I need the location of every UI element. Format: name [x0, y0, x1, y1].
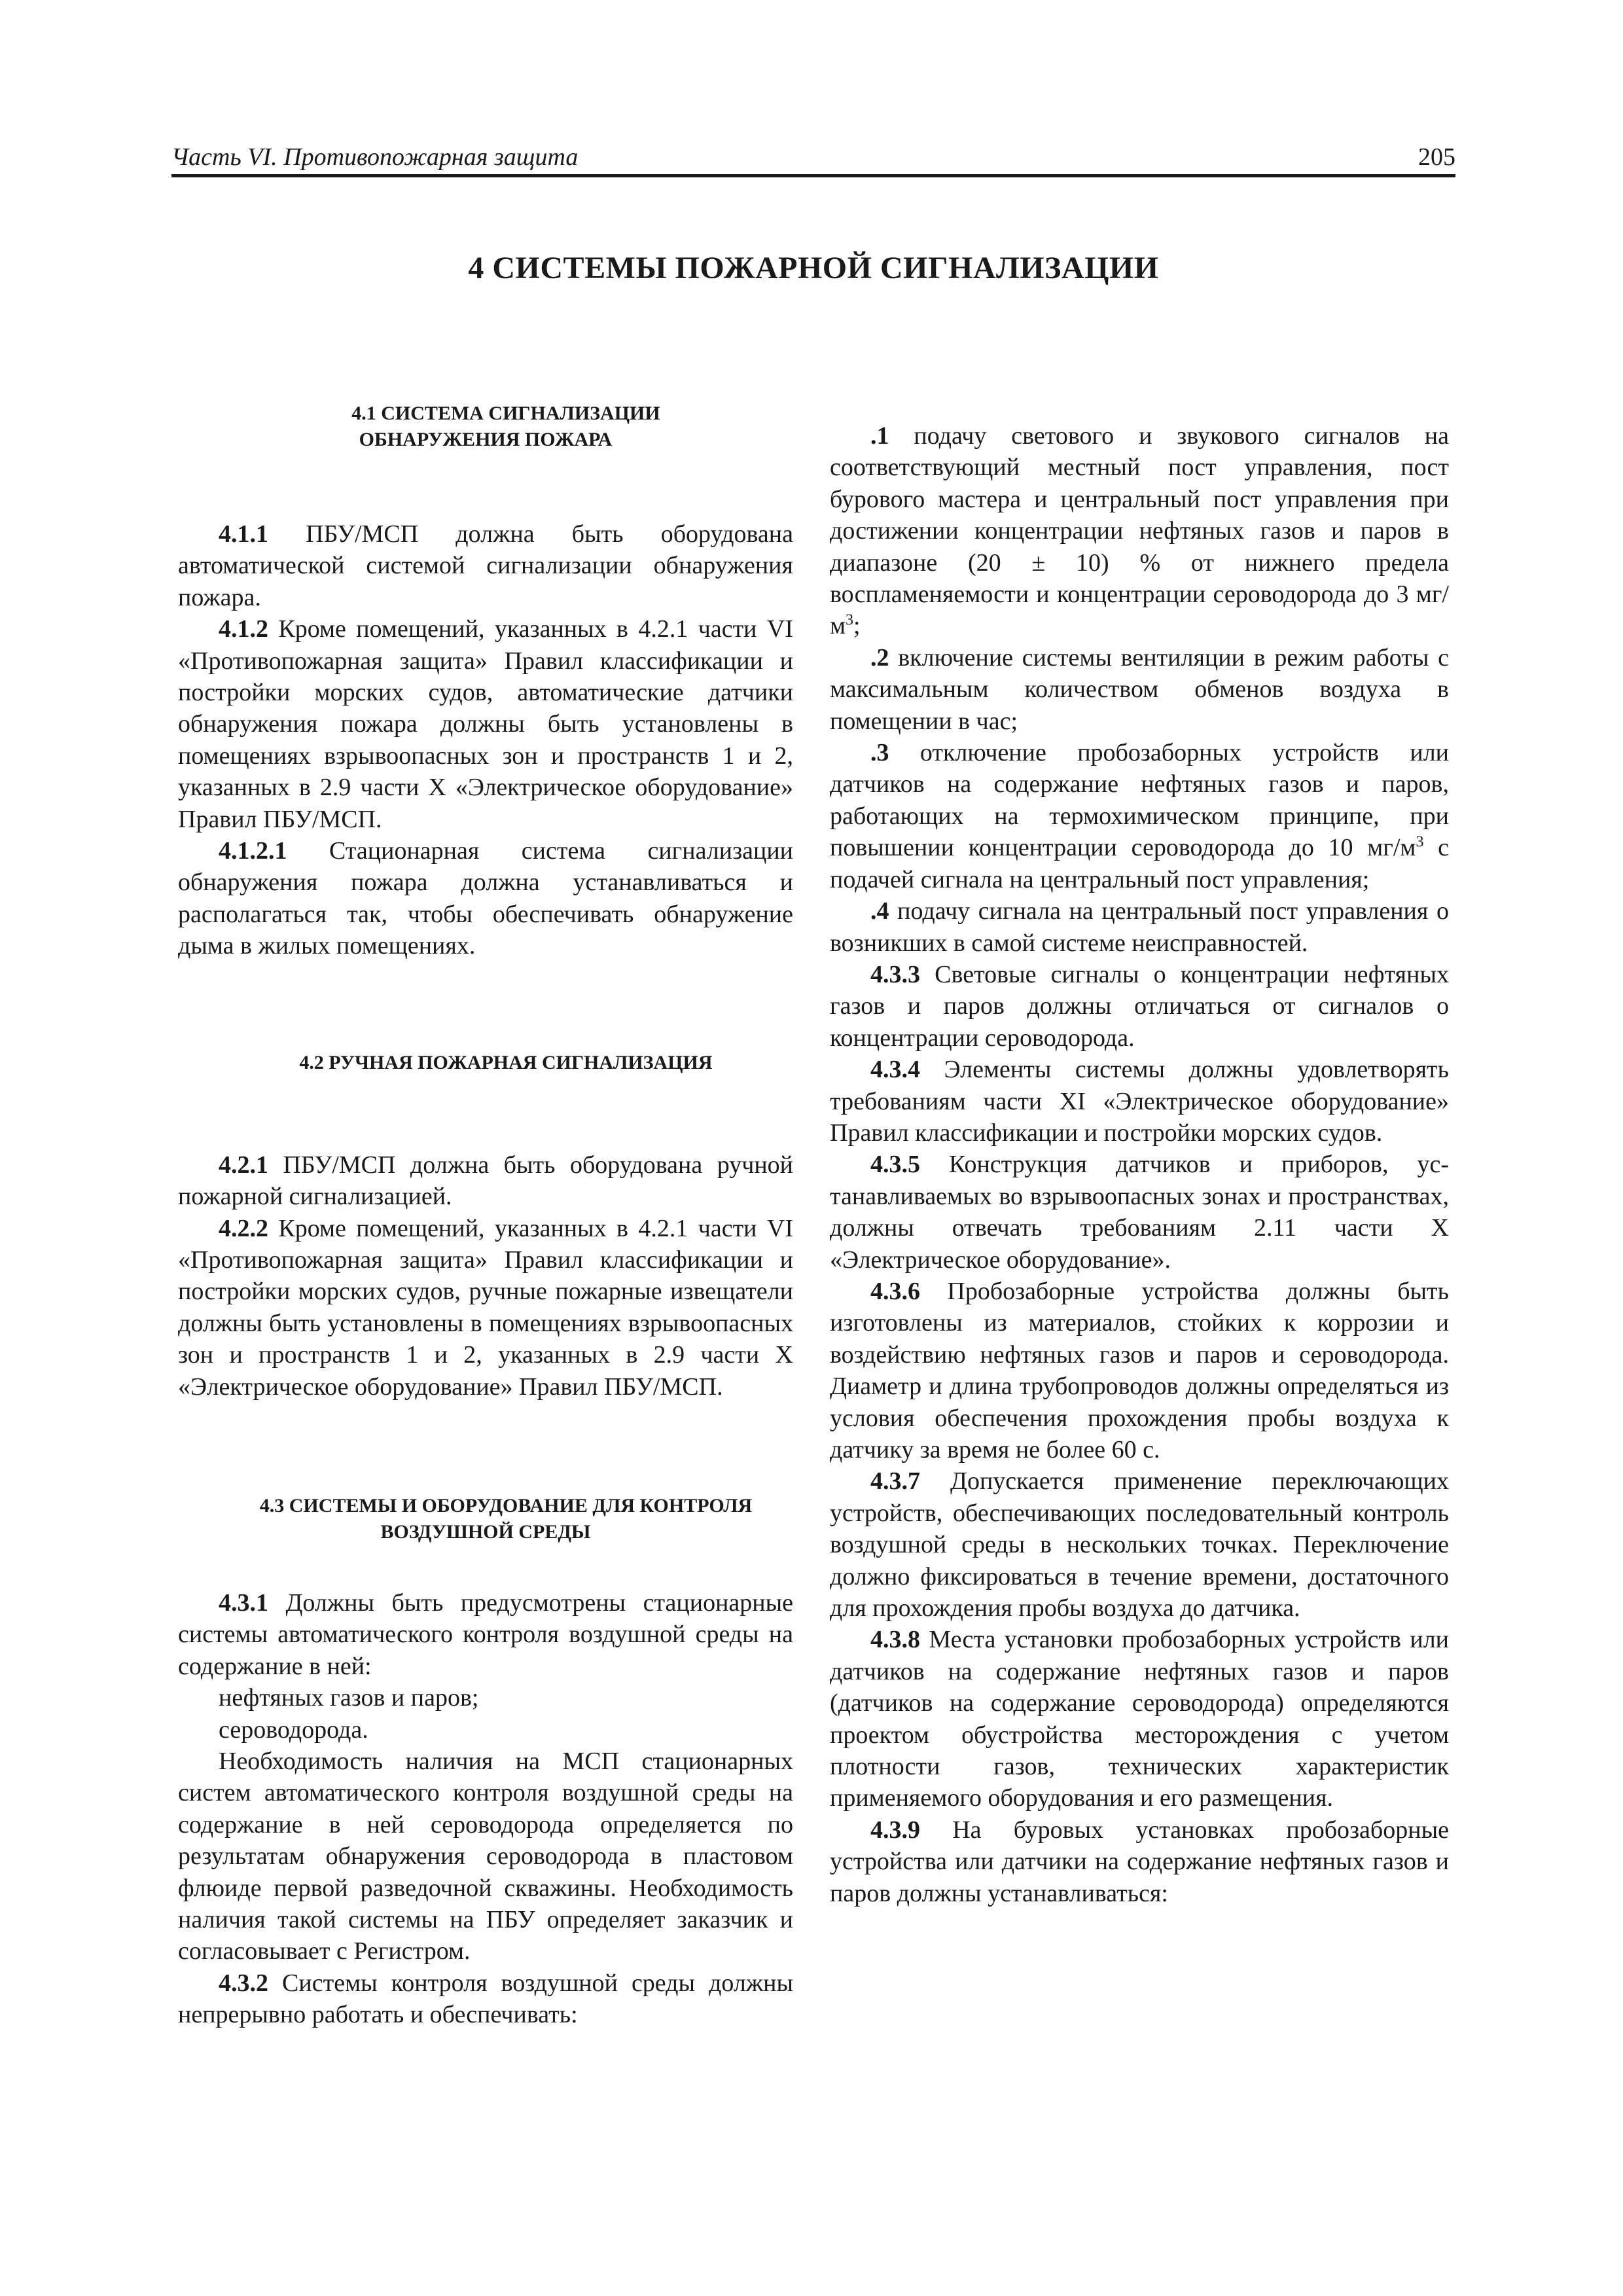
clause-text: Элементы системы должны удовлетворять требованиям части XI «Электрическое оборудование» Правил классификации и постройки морских судов.: [830, 1056, 1449, 1147]
clause-number: 4.3.7: [870, 1467, 920, 1496]
spacer: [178, 1076, 793, 1149]
clause-text: ПБУ/МСП должна быть оборудована автоматической системой сигнализации обнаружения пожара.: [178, 520, 793, 611]
paragraph-4-1-2: [178, 613, 793, 835]
subitem-text: включение системы вентиляции в режим работы с максимальным количеством обменов воздуха в помещении в час;: [830, 643, 1449, 735]
clause-number: 4.1.2.1: [219, 837, 287, 865]
right-column: [830, 420, 1449, 1909]
subitem-2: [830, 642, 1449, 737]
subitem-3: [830, 737, 1449, 895]
clause-text: Световые сигналы о концентрации нефтяных газов и паров должны отличаться от сигналов о концентрации сероводорода.: [830, 960, 1449, 1052]
clause-number: 4.2.1: [219, 1151, 268, 1179]
clause-number: 4.2.2: [219, 1214, 268, 1242]
header-rule: [171, 174, 1455, 177]
running-title: Часть VI. Противопожарная защита: [171, 143, 579, 171]
clause-number: 4.3.3: [870, 960, 920, 988]
subitem-4: [830, 895, 1449, 959]
subitem-number: .3: [870, 739, 889, 767]
clause-number: 4.3.5: [870, 1151, 920, 1179]
clause-number: 4.1.2: [219, 615, 268, 643]
paragraph-4-1-2-1: [178, 835, 793, 962]
paragraph-4-3-4: [830, 1054, 1449, 1149]
page-number: 205: [1418, 143, 1455, 171]
section-heading-4-1-line2: ОБНАРУЖЕНИЯ ПОЖАРА: [359, 429, 613, 450]
paragraph-4-3-2: [178, 1967, 793, 2031]
list-item: нефтяных газов и паров;: [219, 1684, 479, 1712]
spacer: [178, 453, 793, 518]
subitem-number: .4: [870, 897, 889, 925]
spacer: [178, 1403, 793, 1493]
subitem-1: [830, 420, 1449, 642]
left-column: [178, 401, 793, 2031]
clause-number: 4.3.8: [870, 1626, 920, 1654]
clause-text: Должны быть предусмотрены стационарные системы автоматического контроля воздушной среды на содержание в ней:: [178, 1588, 793, 1680]
paragraph-necessity: Необходимость наличия на МСП стационарных систем автоматического контроля воздушной среды на содержание в ней сероводорода определяется по результатам обнаружения сероводорода в пластовом флюиде первой разведочной скважины. Необходимость наличия такой системы на ПБУ определяет заказчик и согласовывает с Регистром.: [178, 1747, 793, 1965]
clause-text: Стационарная система сигнализации обнаружения пожара должна устанавливаться и располагаться так, чтобы обеспечивать обнаружение дыма в жилых помещениях.: [178, 837, 793, 960]
subitem-text-end: ;: [853, 612, 861, 640]
clause-number: 4.3.9: [870, 1816, 920, 1844]
superscript: 3: [846, 611, 854, 629]
section-heading-4-1-line1: 4.1 СИСТЕМА СИГНАЛИЗАЦИИ: [351, 403, 660, 424]
chapter-title: 4 СИСТЕМЫ ПОЖАРНОЙ СИГНАЛИЗАЦИИ: [468, 251, 1159, 285]
subitem-number: .1: [870, 422, 889, 450]
clause-number: 4.3.1: [219, 1588, 268, 1617]
clause-number: 4.3.4: [870, 1056, 920, 1084]
paragraph-4-3-8: [830, 1624, 1449, 1814]
clause-number: 4.3.6: [870, 1277, 920, 1305]
running-header: [171, 140, 1455, 174]
section-heading-4-3-line1: 4.3 СИСТЕМЫ И ОБОРУДОВАНИЕ ДЛЯ КОНТРОЛЯ: [259, 1494, 753, 1516]
paragraph-4-3-1: [178, 1587, 793, 1682]
paragraph-4-3-5: [830, 1149, 1449, 1276]
subitem-text: подачу светового и звукового сигналов на соответствующий местный пост управления, пост бурового мастера и центральный пост управления при достижении концентрации нефтяных газов и паров в диапазоне (20 ± 10) % от нижнего предела воспламеняемости и концентрации сероводорода до 3 мг/м: [830, 422, 1449, 640]
superscript: 3: [1416, 833, 1424, 851]
paragraph-4-1-1: [178, 518, 793, 613]
clause-text: Конструкция датчиков и приборов, устанавливаемых во взрывоопасных зонах и пространствах, должны отвечать требованиям 2.11 части X «Электрическое оборудование».: [830, 1151, 1449, 1274]
clause-text: ПБУ/МСП должна быть оборудована ручной пожарной сигнализацией.: [178, 1151, 793, 1211]
paragraph-4-3-3: [830, 959, 1449, 1054]
section-heading-4-1: [178, 401, 793, 453]
paragraph-4-3-6: [830, 1276, 1449, 1465]
section-heading-4-3-line2: ВОЗДУШНОЙ СРЕДЫ: [380, 1520, 591, 1543]
subitem-text-end: с подачей сигнала на центральный пост управления;: [830, 834, 1449, 893]
list-item: сероводорода.: [219, 1715, 368, 1744]
clause-number: 4.3.2: [219, 1969, 268, 1997]
spacer: [178, 962, 793, 1050]
clause-text: Кроме помещений, указанных в 4.2.1 части VI «Противопожарная защита» Правил классификации и постройки морских судов, ручные пожарные извещатели должны быть установлены в помещениях взрывоопасных зон и пространств 1 и 2, указанных в 2.9 части X «Электрическое оборудование» Правил ПБУ/МСП.: [178, 1214, 793, 1401]
section-heading-4-2: 4.2 РУЧНАЯ ПОЖАРНАЯ СИГНАЛИЗАЦИЯ: [299, 1051, 713, 1073]
clause-text: Системы контроля воздушной среды должны непрерывно работать и обеспечивать:: [178, 1969, 793, 2029]
paragraph-4-3-7: [830, 1465, 1449, 1624]
subitem-text: подачу сигнала на центральный пост управления о возникших в самой системе неисправностей.: [830, 897, 1449, 957]
subitem-text: отключение пробозаборных устройств или датчиков на содержание нефтяных газов и паров, работающих на термохимическом принципе, при повышении концентрации сероводорода до 10 мг/м: [830, 739, 1449, 862]
clause-text: Пробозаборные устройства должны быть изготовлены из материалов, стойких к коррозии и воздействию нефтяных газов и паров и сероводорода. Диаметр и длина трубопроводов должны определяться из условия обеспечения прохождения пробы воздуха к датчику за время не более 60 с.: [830, 1277, 1449, 1463]
clause-number: 4.1.1: [219, 520, 268, 548]
section-heading-4-3: [178, 1493, 793, 1545]
subitem-number: .2: [870, 643, 889, 672]
spacer: [178, 1545, 793, 1587]
paragraph-4-2-1: [178, 1149, 793, 1213]
clause-text: Кроме помещений, указанных в 4.2.1 части VI «Противопожарная защита» Правил классификации и постройки морских судов, автоматические датчики обнаружения пожара должны быть установлены в помещениях взрывоопасных зон и пространств 1 и 2, указанных в 2.9 части X «Электрическое оборудование» Правил ПБУ/МСП.: [178, 615, 793, 833]
paragraph-4-2-2: [178, 1213, 793, 1403]
clause-text: Места установки пробозаборных устройств или датчиков на содержание нефтяных газов и паров (датчиков на содержание сероводорода) определяются проектом обустройства месторождения с учетом плотности газов, технических характеристик применяемого оборудования и его размещения.: [830, 1626, 1449, 1812]
clause-text: На буровых установках пробозаборные устройства или датчики на содержание нефтяных газов и паров должны устанавливаться:: [830, 1816, 1449, 1907]
paragraph-4-3-9: [830, 1814, 1449, 1909]
clause-text: Допускается применение переключающих устройств, обеспечивающих последовательный контроль воздушной среды в нескольких точках. Переключение должно фиксироваться в течение времени, достаточного для прохождения пробы воздуха до датчика.: [830, 1467, 1449, 1623]
